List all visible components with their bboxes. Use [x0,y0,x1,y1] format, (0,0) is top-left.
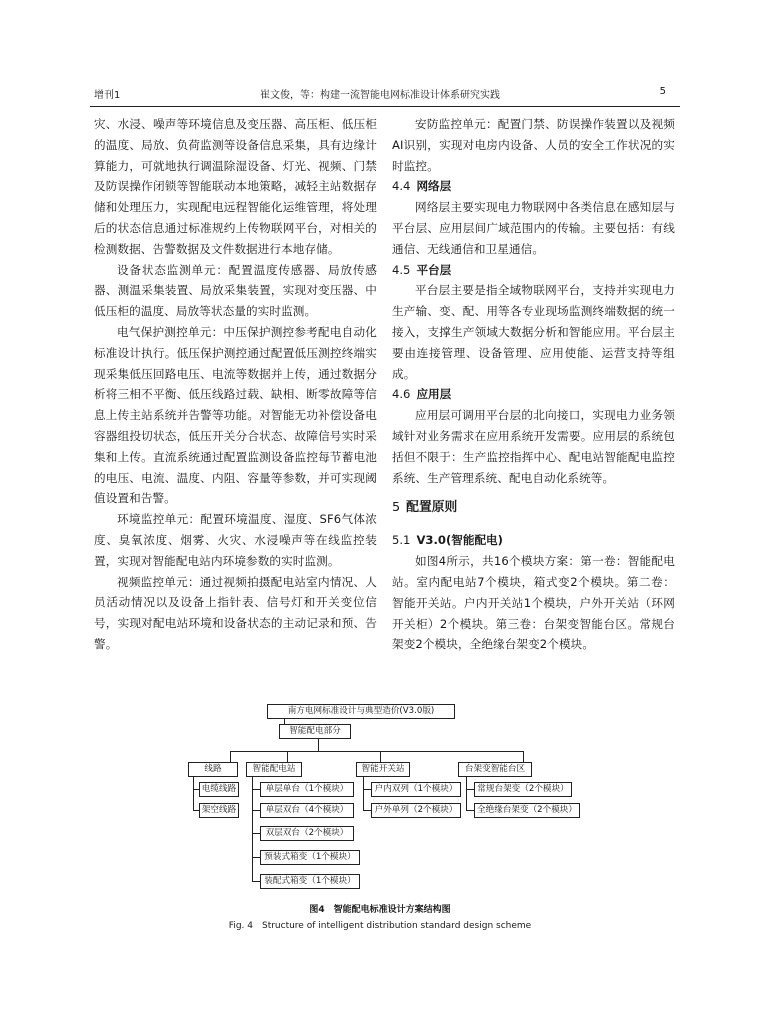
section-number: 5.1 [392,533,411,548]
connector [363,777,364,810]
station-child-3: 双层双台（2个模块） [260,826,354,841]
station-child-1: 单层单台（1个模块） [260,782,354,797]
branch-switch: 智能开关站 [356,762,410,777]
paragraph: 如图4所示，共16个模块方案：第一卷：智能配电站。室内配电站7个模块，箱式变2个模块。第二卷：智能开关站。户内开关站1个模块，户外开关站（环网开关柜）2个模块。第三卷：台架变智能台区。常规台架变2个模块，全绝缘台架变2个模块。 [392,554,675,652]
connector [252,857,260,858]
branch-line: 线路 [188,762,238,777]
connector [230,751,231,762]
paragraph: 平台层主要是指全域物联网平台，支持并实现电力生产输、变、配、用等各专业现场监测终端数据的统一接入，支撑生产领域大数据分析和智能应用。平台层主要由连接管理、设备管理、应用使能、运营支持等组成。 [392,283,675,381]
paragraph: 环境监控单元：配置环境温度、湿度、SF6气体浓度、臭氧浓度、烟雾、火灾、水浸噪声等在线监控装置，实现对智能配电站内环境参数的实时监测。 [94,512,377,568]
section-title: 网络层 [416,179,452,194]
line-child-overhead: 架空线路 [199,803,239,818]
switch-child-1: 户内双列（1个模块） [371,782,461,797]
figure-caption-en: Fig. 4 Structure of intelligent distribution standard design scheme [228,921,532,931]
connector [230,751,524,752]
station-child-4: 预装式箱变（1个模块） [260,850,360,865]
section-heading [392,530,675,551]
paragraph: 网络层主要实现电力物联网中各类信息在感知层与平台层、应用层间广域范围内的传输。主要包括：有线通信、无线通信和卫星通信。 [392,200,675,256]
section-heading [392,384,675,405]
connector [523,751,524,762]
section-title: 应用层 [416,387,452,402]
paragraph: 应用层可调用平台层的北向接口，实现电力业务领域针对业务需求在应用系统开发需要。应用层的系统包括但不限于：生产监控指挥中心、配电站智能配电监控系统、生产管理系统、配电自动化系统等。 [392,408,675,485]
figure-4-structure-chart [0,696,760,896]
section-number: 5 [392,500,401,516]
station-child-2: 单层双台（4个模块） [260,803,354,818]
connector [466,810,474,811]
section-number: 4.6 [392,387,411,402]
section-number: 4.5 [392,262,411,277]
connector [252,810,260,811]
section-heading [392,260,675,281]
section-heading [392,176,675,197]
branch-platform: 台架变智能台区 [458,762,532,777]
connector [252,833,260,834]
connector [287,751,288,762]
connector [363,789,371,790]
connector [363,810,371,811]
paragraph: 设备状态监测单元：配置温度传感器、局放传感器、测温采集装置、局放采集装置，实现对变压器、中低压柜的温度、局放等状态量的实时监测。 [94,262,377,319]
connector [380,751,381,762]
connector [466,777,467,810]
connector [193,777,194,810]
section-title: 平台层 [416,262,452,277]
connector [466,789,474,790]
section-heading [392,497,675,519]
branch-station: 智能配电站 [246,762,302,777]
section-number: 4.4 [392,179,411,194]
header-rule [90,106,680,107]
right-text-column [392,114,675,655]
paragraph: 安防监控单元：配置门禁、防误操作装置以及视频AI识别，实现对电房内设备、人员的安全工作状况的实时监控。 [392,117,675,173]
paragraph: 视频监控单元：通过视频拍摄配电站室内情况、人员活动情况以及设备上指针表、信号灯和开关变位信号，实现对配电站环境和设备状态的主动记录和预、告警。 [94,574,377,651]
left-text-column [94,114,377,655]
platform-child-1: 常规台架变（2个模块） [474,782,572,797]
connector [252,789,260,790]
figure-caption-zh: 图4 智能配电标准设计方案结构图 [309,905,451,915]
root-box: 南方电网标准设计与典型造价(V3.0版) [267,704,455,719]
paragraph: 灾、水浸、噪声等环境信息及变压器、高压柜、低压柜的温度、局放、负荷监测等设备信息采集，具有边缘计算能力，可就地执行调温除湿设备、灯光、视频、门禁及防误操作闭锁等智能联动本地策略，减轻主站数据存储和处理压力，实现配电远程智能化运维管理，将处理后的状态信息通过标准规约上传物联网平台，对相关的检测数据、告警数据及文件数据进行本地存储。 [94,117,377,256]
section-title: V3.0(智能配电) [416,533,503,548]
running-header-title: 崔文俊，等：构建一流智能电网标准设计体系研究实践 [260,90,500,101]
connector [318,739,319,751]
platform-child-2: 全绝缘台架变（2个模块） [474,803,580,818]
paragraph: 电气保护测控单元：中压保护测控参考配电自动化标准设计执行。低压保护测控通过配置低压测控终端实现采集低压回路电压、电流等数据并上传，通过数据分析将三相不平衡、低压线路过载、缺相、断零故障等信息上传主站系统并告警等功能。对智能无功补偿设备电容器组投切状态，低压开关分合状态、故障信号实时采集和上传。直流系统通过配置监测设备监控每节蓄电池的电压、电流、温度、内阻、容量等参数，并可实现阈值设置和告警。 [94,324,377,506]
connector [252,881,260,882]
line-child-cable: 电缆线路 [199,782,239,797]
section-title: 配置原则 [406,500,458,516]
switch-child-2: 户外单列（2个模块） [371,803,461,818]
sub-box: 智能配电部分 [279,724,351,739]
page-number: 5 [659,86,666,97]
station-child-5: 装配式箱变（1个模块） [260,874,360,889]
connector [252,777,253,881]
running-header-issue: 增刊1 [94,90,121,101]
